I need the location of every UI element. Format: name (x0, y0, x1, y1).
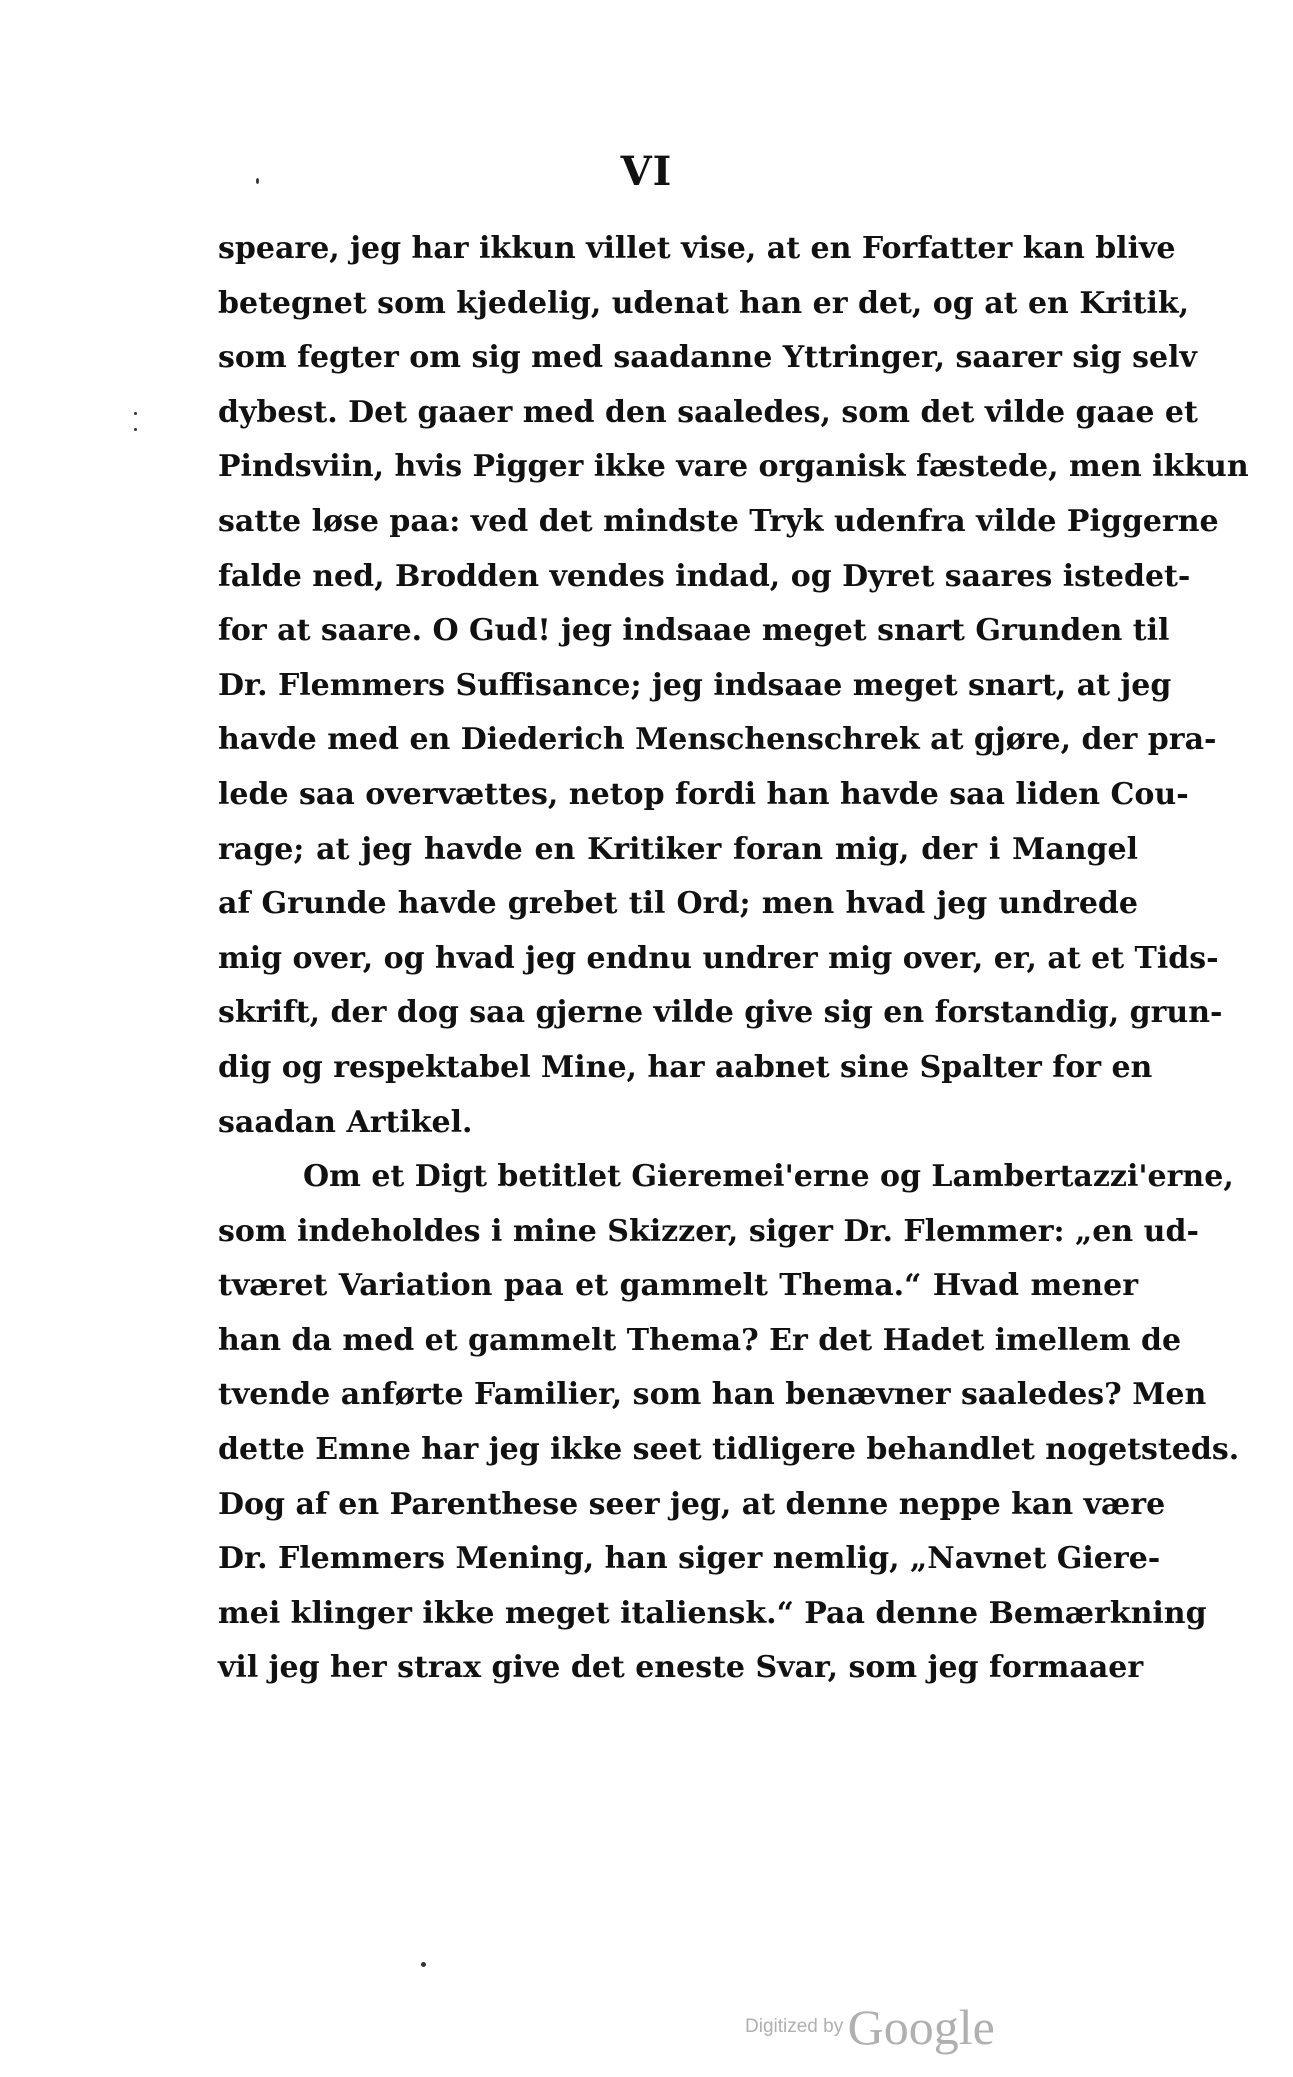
text-line: for at saare. O Gud! jeg indsaae meget snart Grunden til (218, 613, 1170, 649)
watermark-prefix: Digitized by (745, 2016, 844, 2037)
text-line: som fegter om sig med saadanne Yttringer, saarer sig selv (218, 340, 1197, 376)
print-speck (134, 412, 137, 415)
text-line: som indeholdes i mine Skizzer, siger Dr. Flemmer: „en ud- (218, 1213, 1199, 1249)
text-line: Dog af en Parenthese seer jeg, at denne neppe kan være (218, 1486, 1166, 1522)
text-line: han da med et gammelt Thema? Er det Hadet imellem de (218, 1322, 1182, 1358)
text-line: dybest. Det gaaer med den saaledes, som det vilde gaae et (218, 394, 1198, 430)
text-line: saadan Artikel. (218, 1104, 473, 1140)
text-line: betegnet som kjedelig, udenat han er det, og at en Kritik, (218, 285, 1190, 321)
text-line: havde med en Diederich Menschenschrek at gjøre, der pra- (218, 722, 1217, 758)
text-line: tvende anførte Familier, som han benævner saaledes? Men (218, 1377, 1207, 1413)
text-line: skrift, der dog saa gjerne vilde give sig en forstandig, grun- (218, 995, 1223, 1031)
text-line: mei klinger ikke meget italiensk.“ Paa denne Bemærkning (218, 1595, 1207, 1631)
text-line: mig over, og hvad jeg endnu undrer mig over, er, at et Tids- (218, 940, 1219, 976)
text-line: Om et Digt betitlet Gieremei'erne og Lambertazzi'erne, (303, 1159, 1234, 1195)
text-line: falde ned, Brodden vendes indad, og Dyret saares istedet- (218, 558, 1191, 594)
text-line: af Grunde havde grebet til Ord; men hvad jeg undrede (218, 886, 1138, 922)
text-line: vil jeg her strax give det eneste Svar, som jeg formaaer (218, 1650, 1144, 1686)
print-speck (134, 428, 137, 431)
text-line: dig og respektabel Mine, har aabnet sine Spalter for en (218, 1049, 1153, 1085)
watermark-brand: Google (847, 1999, 995, 2055)
text-line: satte løse paa: ved det mindste Tryk udenfra vilde Piggerne (218, 503, 1219, 539)
text-line: speare, jeg har ikkun villet vise, at en Forfatter kan blive (218, 231, 1176, 266)
text-line: rage; at jeg havde en Kritiker foran mig, der i Mangel (218, 831, 1138, 867)
text-line: dette Emne har jeg ikke seet tidligere behandlet nogetsteds. (218, 1432, 1240, 1468)
text-line: Dr. Flemmers Suffisance; jeg indsaae meget snart, at jeg (218, 667, 1172, 703)
digitized-watermark (745, 1998, 995, 2056)
text-line: Pindsviin, hvis Pigger ikke vare organisk fæstede, men ikkun (218, 449, 1249, 485)
body-text (218, 222, 1249, 1696)
print-speck (256, 178, 259, 184)
text-line: Dr. Flemmers Mening, han siger nemlig, „Navnet Giere- (218, 1541, 1161, 1577)
text-line: tværet Variation paa et gammelt Thema.“ Hvad mener (218, 1268, 1138, 1304)
print-speck (421, 1962, 426, 1967)
text-line: lede saa overvættes, netop fordi han havde saa liden Cou- (218, 776, 1189, 812)
page-number: VI (620, 148, 673, 195)
